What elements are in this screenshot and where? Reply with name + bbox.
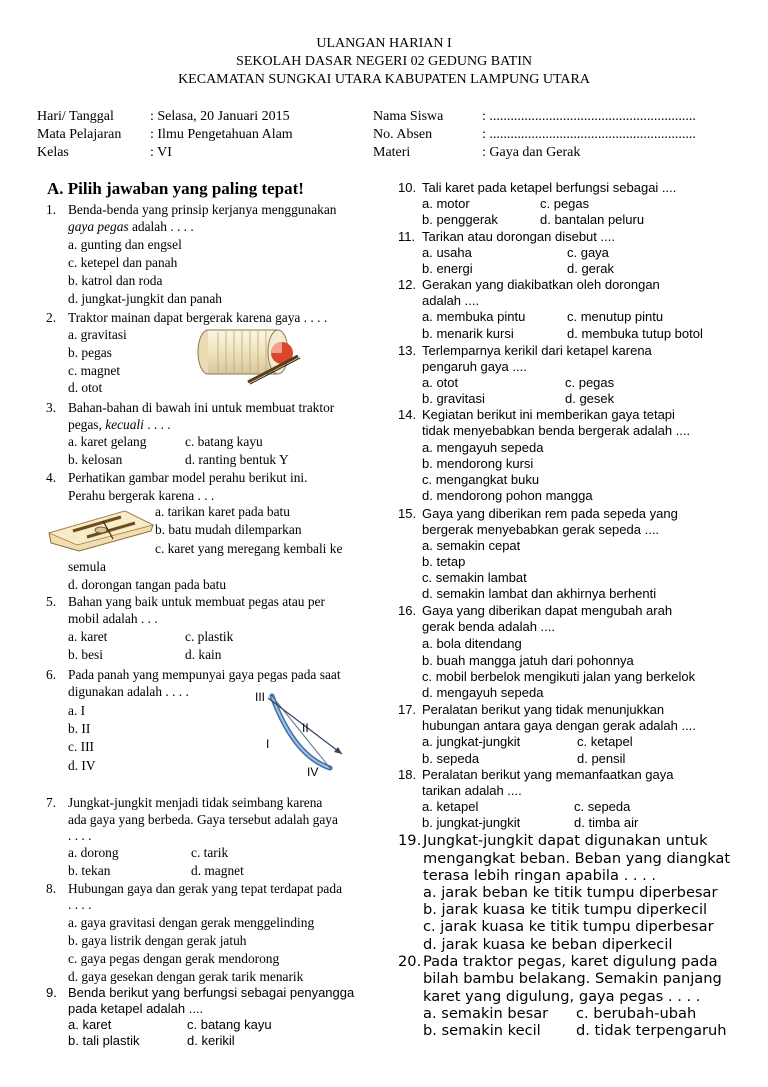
q5-option-b[interactable]: b. besi (68, 647, 103, 662)
q19-option-a[interactable]: a. jarak beban ke titik tumpu diperbesar (423, 884, 718, 901)
q4-option-d[interactable]: d. dorongan tangan pada batu (68, 577, 227, 592)
q4-option-c[interactable]: c. karet yang meregang kembali ke (155, 541, 343, 556)
q7-option-d[interactable]: d. magnet (191, 863, 244, 878)
q15-text: bergerak menyebabkan gerak sepeda .... (422, 522, 660, 537)
q16-option-a[interactable]: a. bola ditendang (422, 636, 522, 651)
q9-option-d[interactable]: d. kerikil (187, 1033, 235, 1048)
q13-option-b[interactable]: b. gravitasi (422, 391, 485, 406)
q16-option-d[interactable]: d. mengayuh sepeda (422, 685, 544, 700)
q12-option-c[interactable]: c. menutup pintu (567, 309, 664, 324)
q12-option-a[interactable]: a. membuka pintu (422, 309, 526, 324)
q13-option-a[interactable]: a. otot (422, 375, 459, 390)
q10-option-d[interactable]: d. bantalan peluru (540, 212, 645, 227)
q4-option-a[interactable]: a. tarikan karet pada batu (155, 504, 290, 519)
q8-number: 8. (46, 881, 57, 896)
q6-option-b[interactable]: b. II (68, 721, 91, 736)
q16-text: Gaya yang diberikan dapat mengubah arah (422, 603, 673, 618)
q11-number: 11. (398, 229, 416, 244)
q20-text: Pada traktor pegas, karet digulung pada (423, 953, 718, 970)
title-line-1: ULANGAN HARIAN I (316, 36, 452, 51)
q8-option-a[interactable]: a. gaya gravitasi dengan gerak menggelinding (68, 915, 315, 930)
q4-number: 4. (46, 470, 57, 485)
q17-option-a[interactable]: a. jungkat-jungkit (422, 734, 521, 749)
q16-text: gerak benda adalah .... (422, 619, 555, 634)
q1-option-d[interactable]: d. jungkat-jungkit dan panah (68, 291, 222, 306)
q8-option-b[interactable]: b. gaya listrik dengan gerak jatuh (68, 933, 247, 948)
bow-arrow-image (250, 686, 370, 781)
q1-option-c[interactable]: c. ketepel dan panah (68, 255, 178, 270)
q19-number: 19. (398, 832, 422, 849)
q8-option-c[interactable]: c. gaya pegas dengan gerak mendorong (68, 951, 280, 966)
q1-text: gaya pegas adalah . . . . (68, 219, 194, 234)
q10-text: Tali karet pada ketapel berfungsi sebagai .... (422, 180, 677, 195)
q18-text: tarikan adalah .... (422, 783, 522, 798)
q20-option-b[interactable]: b. semakin kecil (423, 1022, 541, 1039)
q4-text: Perhatikan gambar model perahu berikut ini. (68, 470, 308, 485)
title-line-3: KECAMATAN SUNGKAI UTARA KABUPATEN LAMPUNG UTARA (178, 72, 590, 87)
info-label: Materi (373, 145, 411, 160)
q9-option-a[interactable]: a. karet (68, 1017, 112, 1032)
q14-option-b[interactable]: b. mendorong kursi (422, 456, 534, 471)
q2-option-b[interactable]: b. pegas (68, 345, 112, 360)
q6-option-d[interactable]: d. IV (68, 758, 96, 773)
q2-text: Traktor mainan dapat bergerak karena gaya . . . . (68, 310, 328, 325)
q13-text: pengaruh gaya .... (422, 359, 527, 374)
bow-label-III: III (255, 690, 266, 704)
q1-option-a[interactable]: a. gunting dan engsel (68, 237, 182, 252)
q12-number: 12. (398, 277, 417, 292)
boat-model-image (47, 503, 155, 553)
q17-number: 17. (398, 702, 417, 717)
info-value: : Selasa, 20 Januari 2015 (150, 109, 290, 124)
q7-option-b[interactable]: b. tekan (68, 863, 111, 878)
q4-text: Perahu bergerak karena . . . (68, 488, 215, 503)
q13-text: Terlemparnya kerikil dari ketapel karena (422, 343, 652, 358)
q9-option-c[interactable]: c. batang kayu (187, 1017, 272, 1032)
q2-option-d[interactable]: d. otot (68, 380, 103, 395)
q9-text: pada ketapel adalah .... (68, 1001, 204, 1016)
q5-option-a[interactable]: a. karet (68, 629, 108, 644)
q15-option-a[interactable]: a. semakin cepat (422, 538, 521, 553)
q10-option-c[interactable]: c. pegas (540, 196, 590, 211)
q13-number: 13. (398, 343, 417, 358)
q17-option-b[interactable]: b. sepeda (422, 751, 480, 766)
info-value: : Ilmu Pengetahuan Alam (150, 127, 293, 142)
q2-number: 2. (46, 310, 57, 325)
q16-option-b[interactable]: b. buah mangga jatuh dari pohonnya (422, 653, 634, 668)
q14-option-d[interactable]: d. mendorong pohon mangga (422, 488, 593, 503)
q8-text: Hubungan gaya dan gerak yang tepat terdapat pada (68, 881, 343, 896)
q7-number: 7. (46, 795, 57, 810)
q7-text: . . . . (68, 828, 92, 843)
q14-text: Kegiatan berikut ini memberikan gaya tetapi (422, 407, 675, 422)
q14-option-a[interactable]: a. mengayuh sepeda (422, 440, 544, 455)
q10-number: 10. (398, 180, 417, 195)
q17-option-c[interactable]: c. ketapel (577, 734, 633, 749)
q7-text: Jungkat-jungkit menjadi tidak seimbang karena (68, 795, 323, 810)
q1-number: 1. (46, 202, 57, 217)
q19-text: mengangkat beban. Beban yang diangkat (423, 850, 731, 867)
q18-number: 18. (398, 767, 417, 782)
q6-option-a[interactable]: a. I (68, 703, 86, 718)
q20-number: 20. (398, 953, 422, 970)
q17-text: Peralatan berikut yang tidak menunjukkan (422, 702, 665, 717)
q4-option-c-cont: semula (68, 559, 106, 574)
q19-option-c[interactable]: c. jarak kuasa ke titik tumpu diperbesar (423, 918, 714, 935)
q1-text: Benda-benda yang prinsip kerjanya menggunakan (68, 202, 337, 217)
q5-option-d[interactable]: d. kain (185, 647, 222, 662)
q3-option-a[interactable]: a. karet gelang (68, 434, 147, 449)
q10-option-a[interactable]: a. motor (422, 196, 470, 211)
q18-text: Peralatan berikut yang memanfaatkan gaya (422, 767, 674, 782)
toy-tractor-image (188, 326, 308, 388)
q4-option-b[interactable]: b. batu mudah dilemparkan (155, 522, 302, 537)
section-title: A. Pilih jawaban yang paling tepat! (47, 179, 304, 198)
q5-text: mobil adalah . . . (68, 611, 158, 626)
q18-option-d[interactable]: d. timba air (574, 815, 639, 830)
q5-text: Bahan yang baik untuk membuat pegas atau per (68, 594, 325, 609)
q20-text: bilah bambu belakang. Semakin panjang (423, 970, 722, 987)
q19-option-d[interactable]: d. jarak kuasa ke beban diperkecil (423, 936, 673, 953)
q13-option-d[interactable]: d. gesek (565, 391, 615, 406)
q10-option-b[interactable]: b. penggerak (422, 212, 498, 227)
q15-option-c[interactable]: c. semakin lambat (422, 570, 527, 585)
q18-option-a[interactable]: a. ketapel (422, 799, 479, 814)
q7-text: ada gaya yang berbeda. Gaya tersebut adalah gaya (68, 812, 338, 827)
q5-option-c[interactable]: c. plastik (185, 629, 234, 644)
q9-number: 9. (46, 985, 57, 1000)
q12-text: adalah .... (422, 293, 480, 308)
q14-option-c[interactable]: c. mengangkat buku (422, 472, 540, 487)
q15-option-b[interactable]: b. tetap (422, 554, 466, 569)
q2-option-a[interactable]: a. gravitasi (68, 327, 127, 342)
q13-option-c[interactable]: c. pegas (565, 375, 615, 390)
q20-option-a[interactable]: a. semakin besar (423, 1005, 549, 1022)
info-label: Nama Siswa (373, 109, 444, 124)
bow-label-IV: IV (307, 765, 319, 779)
q3-option-b[interactable]: b. kelosan (68, 452, 123, 467)
q20-option-c[interactable]: c. berubah-ubah (576, 1005, 697, 1022)
q7-option-c[interactable]: c. tarik (191, 845, 229, 860)
q11-option-a[interactable]: a. usaha (422, 245, 472, 260)
q6-text: digunakan adalah . . . . (68, 684, 189, 699)
q19-option-b[interactable]: b. jarak kuasa ke titik tumpu diperkecil (423, 901, 708, 918)
absen-field[interactable]: : ........................................................... (482, 127, 696, 142)
q9-option-b[interactable]: b. tali plastik (68, 1033, 140, 1048)
q11-text: Tarikan atau dorongan disebut .... (422, 229, 615, 244)
q18-option-b[interactable]: b. jungkat-jungkit (422, 815, 521, 830)
q12-option-b[interactable]: b. menarik kursi (422, 326, 514, 341)
q6-text: Pada panah yang mempunyai gaya pegas pada saat (68, 667, 341, 682)
q3-option-c[interactable]: c. batang kayu (185, 434, 263, 449)
q11-option-c[interactable]: c. gaya (567, 245, 609, 260)
q8-option-d[interactable]: d. gaya gesekan dengan gerak tarik menarik (68, 969, 304, 984)
bow-label-I: I (266, 737, 270, 751)
info-label: No. Absen (373, 127, 433, 142)
q15-text: Gaya yang diberikan rem pada sepeda yang (422, 506, 678, 521)
q7-option-a[interactable]: a. dorong (68, 845, 119, 860)
q14-text: tidak menyebabkan benda bergerak adalah .... (422, 423, 691, 438)
name-field[interactable]: : ........................................................... (482, 109, 696, 124)
info-value: : Gaya dan Gerak (482, 145, 581, 160)
q15-option-d[interactable]: d. semakin lambat dan akhirnya berhenti (422, 586, 657, 601)
q9-text: Benda berikut yang berfungsi sebagai penyangga (68, 985, 355, 1000)
q11-option-b[interactable]: b. energi (422, 261, 473, 276)
q20-text: karet yang digulung, gaya pegas . . . . (423, 988, 701, 1005)
q19-text: Jungkat-jungkit dapat digunakan untuk (423, 832, 708, 849)
q3-text: Bahan-bahan di bawah ini untuk membuat traktor (68, 400, 335, 415)
q17-option-d[interactable]: d. pensil (577, 751, 626, 766)
q15-number: 15. (398, 506, 417, 521)
q11-option-d[interactable]: d. gerak (567, 261, 614, 276)
q16-number: 16. (398, 603, 417, 618)
q5-number: 5. (46, 594, 57, 609)
q8-text: . . . . (68, 897, 92, 912)
q12-text: Gerakan yang diakibatkan oleh dorongan (422, 277, 660, 292)
q1-option-b[interactable]: b. katrol dan roda (68, 273, 163, 288)
bow-label-II: II (302, 721, 309, 735)
q3-number: 3. (46, 400, 57, 415)
q6-option-c[interactable]: c. III (68, 739, 95, 754)
q16-option-c[interactable]: c. mobil berbelok mengikuti jalan yang berkelok (422, 669, 696, 684)
q19-text: terasa lebih ringan apabila . . . . (423, 867, 657, 884)
info-label: Kelas (37, 145, 69, 160)
q3-option-d[interactable]: d. ranting bentuk Y (185, 452, 289, 467)
info-label: Mata Pelajaran (37, 127, 122, 142)
q20-option-d[interactable]: d. tidak terpengaruh (576, 1022, 727, 1039)
info-value: : VI (150, 145, 172, 160)
q6-number: 6. (46, 667, 57, 682)
info-label: Hari/ Tanggal (37, 109, 114, 124)
q3-text: pegas, kecuali . . . . (68, 417, 171, 432)
q14-number: 14. (398, 407, 417, 422)
q12-option-d[interactable]: d. membuka tutup botol (567, 326, 703, 341)
q2-option-c[interactable]: c. magnet (68, 363, 121, 378)
q17-text: hubungan antara gaya dengan gerak adalah .... (422, 718, 696, 733)
q18-option-c[interactable]: c. sepeda (574, 799, 631, 814)
title-line-2: SEKOLAH DASAR NEGERI 02 GEDUNG BATIN (236, 54, 532, 69)
